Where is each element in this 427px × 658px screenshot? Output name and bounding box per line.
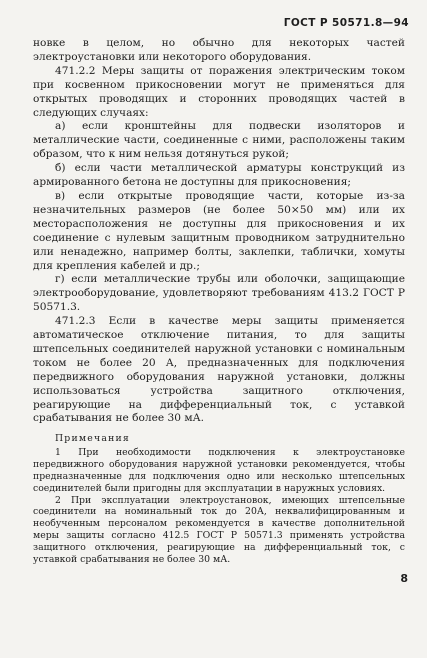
list-item-v: в) если открытые проводящие части, которые из-за незначительных размеров (не более 50×50 мм) или их месторасположения не доступны для прикосновения и их соединение с нулевым защитным проводником затруднительно или ненадежно, например болты, заклепки, таблички, хомуты для крепления кабелей и др.;: [33, 189, 405, 272]
clause-471-2-3: 471.2.3 Если в качестве меры защиты применяется автоматическое отключение питания, то для защиты штепсельных соединителей наружной установки с номинальным током не более 20 А, предназначенных для подключения передвижного оборудования наружной установки, должны использоваться устройства защитного отключения, реагирующие на дифференциальный ток, с уставкой срабатывания не более 30 мА.: [33, 315, 405, 425]
note-2: 2 При эксплуатации электроустановок, имеющих штепсельные соединители на номинальный ток до 20А, неквалифицированным и необученным персоналом рекомендуется в качестве дополнительной меры защиты согласно 412.5 ГОСТ Р 50571.3 применять устройства защитного отключения, реагирующие на дифференциальный ток, с уставкой срабатывания не более 30 мА.: [33, 494, 405, 566]
intro-paragraph: новке в целом, но обычно для некоторых частей электроустановки или некоторого оборудования.: [33, 37, 405, 63]
notes-section: [33, 433, 405, 566]
notes-title: Примечания: [55, 433, 130, 444]
clause-471-2-2: 471.2.2 Меры защиты от поражения электрическим током при косвенном прикосновении могут не применяться для открытых проводящих и сторонних проводящих частей в следующих случаях:: [33, 64, 405, 119]
list-item-a: а) если кронштейны для подвески изоляторов и металлические части, соединенные с ними, расположены таким образом, что к ним нельзя дотянуться рукой;: [33, 120, 405, 161]
main-text: [33, 37, 405, 426]
note-1: 1 При необходимости подключения к электроустановке передвижного оборудования наружной установки рекомендуется, чтобы предназначенные для подключения одно или несколько штепсельных соединителей были пригодны для эксплуатации в наружных условиях.: [33, 446, 405, 494]
list-item-b: б) если части металлической арматуры конструкций из армированного бетона не доступны для прикосновения;: [33, 162, 405, 189]
page-number: 8: [400, 572, 408, 585]
list-item-g: г) если металлические трубы или оболочки, защищающие электрооборудование, удовлетворяют требованиям 413.2 ГОСТ Р 50571.3.: [33, 273, 405, 314]
document-header: ГОСТ Р 50571.8—94: [283, 17, 409, 29]
